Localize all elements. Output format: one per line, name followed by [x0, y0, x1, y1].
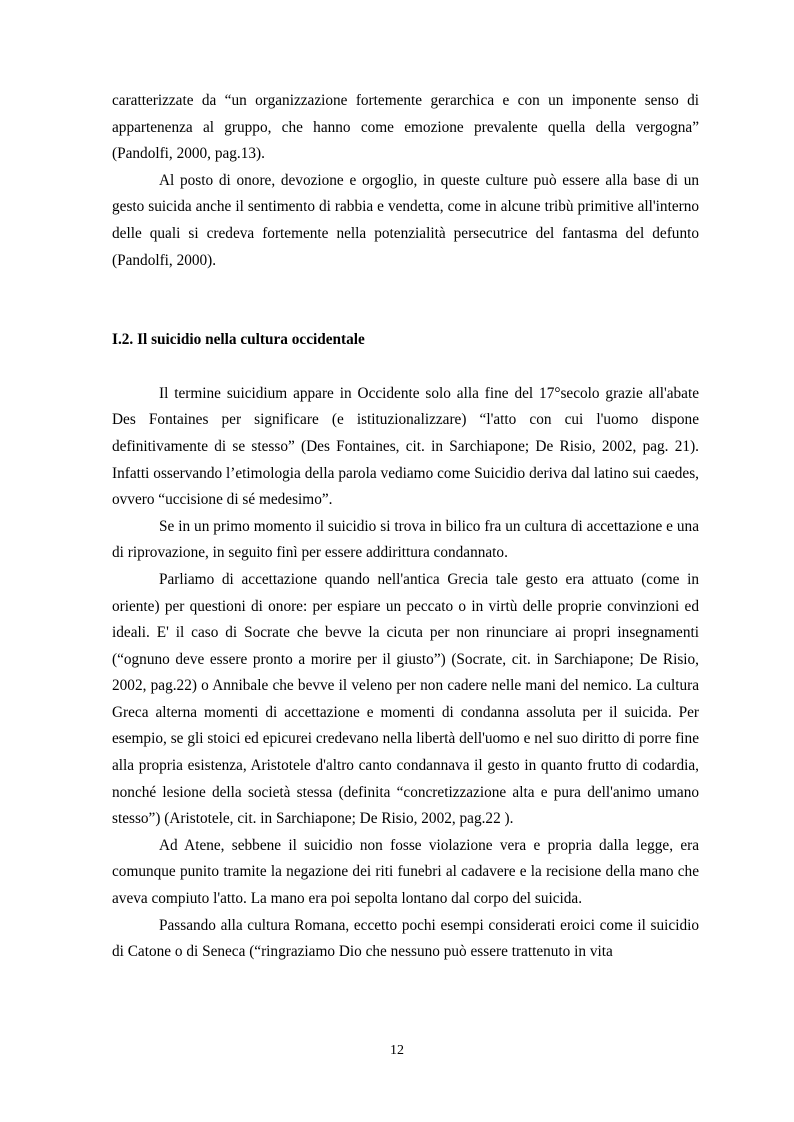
page-number: 12: [390, 1043, 404, 1058]
paragraph-6: Ad Atene, sebbene il suicidio non fosse violazione vera e propria dalla legge, era comunque punito tramite la negazione dei riti funebri al cadavere e la recisione della mano che aveva compiuto l'atto. La mano era poi sepolta lontano dal corpo del suicida.: [112, 836, 699, 908]
page-body: [112, 88, 699, 966]
paragraph-5: Parliamo di accettazione quando nell'antica Grecia tale gesto era attuato (come in oriente) per questioni di onore: per espiare un peccato o in virtù delle proprie convinzioni ed ideali. E' il caso di Socrate che bevve la cicuta per non rinunciare ai propri insegnamenti (“ognuno deve essere pronto a morire per il giusto”) (Socrate, cit. in Sarchiapone; De Risio, 2002, pag.22) o Annibale che bevve il veleno per non cadere nelle mani del nemico. La cultura Greca alterna momenti di accettazione e momenti di condanna assoluta per il suicida. Per esempio, se gli stoici ed epicurei credevano nella libertà dell'uomo e nel suo diritto di porre fine alla propria esistenza, Aristotele d'altro canto condannava il gesto in quanto frutto di codardia, nonché lesione della società stessa (definita “concretizzazione alta e pura dell'animo umano stesso”) (Aristotele, cit. in Sarchiapone; De Risio, 2002, pag.22 ).: [112, 570, 699, 828]
paragraph-4: Se in un primo momento il suicidio si trova in bilico fra un cultura di accettazione e una di riprovazione, in seguito finì per essere addirittura condannato.: [112, 517, 699, 562]
paragraph-7: Passando alla cultura Romana, eccetto pochi esempi considerati eroici come il suicidio di Catone o di Seneca (“ringraziamo Dio che nessuno può essere trattenuto in vita: [112, 916, 699, 961]
spacer: [112, 274, 699, 327]
spacer: [112, 354, 699, 381]
paragraph-2: Al posto di onore, devozione e orgoglio, in queste culture può essere alla base di un gesto suicida anche il sentimento di rabbia e vendetta, come in alcune tribù primitive all'interno delle quali si credeva fortemente nella potenzialità persecutrice del fantasma del defunto (Pandolfi, 2000).: [112, 171, 699, 269]
paragraph-1: caratterizzate da “un organizzazione fortemente gerarchica e con un imponente senso di appartenenza al gruppo, che hanno come emozione prevalente quella della vergogna” (Pandolfi, 2000, pag.13).: [112, 92, 699, 163]
paragraph-3: Il termine suicidium appare in Occidente solo alla fine del 17°secolo grazie all'abate Des Fontaines per significare (e istituzionalizzare) “l'atto con cui l'uomo dispone definitivamente di se stesso” (Des Fontaines, cit. in Sarchiapone; De Risio, 2002, pag. 21). Infatti osservando l’etimologia della parola vediamo come Suicidio deriva dal latino sui caedes, ovvero “uccisione di sé medesimo”.: [112, 384, 699, 509]
section-heading: I.2. Il suicidio nella cultura occidentale: [112, 331, 365, 349]
